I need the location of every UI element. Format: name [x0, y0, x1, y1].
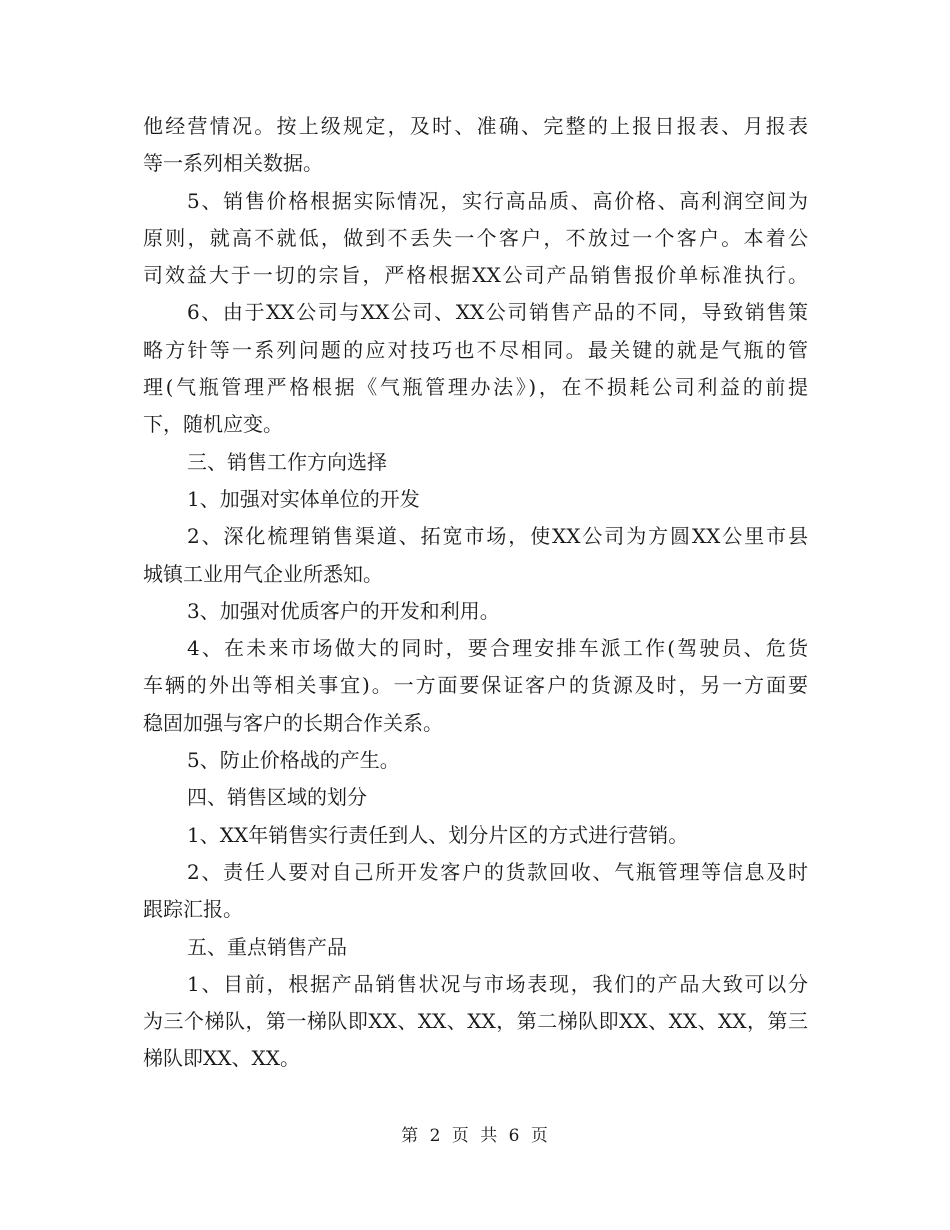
text-line: 车辆的外出等相关事宜)。一方面要保证客户的货源及时，另一方面要: [143, 673, 808, 698]
section-heading: 三、销售工作方向选择: [187, 449, 387, 474]
text-line: 等一系列相关数据。: [143, 151, 323, 176]
text-line: 1、XX年销售实行责任到人、划分片区的方式进行营销。: [187, 822, 689, 847]
text-line: 司效益大于一切的宗旨，严格根据XX公司产品销售报价单标准执行。: [143, 263, 808, 288]
text-line: 1、加强对实体单位的开发: [187, 486, 420, 511]
text-line: 梯队即XX、XX。: [143, 1046, 300, 1071]
text-line: 理(气瓶管理严格根据《气瓶管理办法》)，在不损耗公司利益的前提: [143, 375, 808, 400]
section-heading: 四、销售区域的划分: [187, 785, 367, 810]
text-line: 他经营情况。按上级规定，及时、准确、完整的上报日报表、月报表: [143, 114, 808, 138]
text-line: 2、责任人要对自己所开发客户的货款回收、气瓶管理等信息及时: [187, 859, 808, 884]
text-line: 原则，就高不就低，做到不丢失一个客户，不放过一个客户。本着公: [143, 225, 808, 250]
text-line: 3、加强对优质客户的开发和利用。: [187, 598, 500, 623]
section-heading: 五、重点销售产品: [187, 934, 347, 959]
text-line: 跟踪汇报。: [143, 897, 243, 922]
text-line: 6、由于XX公司与XX公司、XX公司销售产品的不同，导致销售策: [187, 300, 808, 325]
text-line: 5、销售价格根据实际情况，实行高品质、高价格、高利润空间为: [187, 188, 808, 213]
text-line: 2、深化梳理销售渠道、拓宽市场，使XX公司为方圆XX公里市县: [187, 524, 808, 549]
text-line: 城镇工业用气企业所悉知。: [143, 561, 383, 586]
text-line: 1、目前，根据产品销售状况与市场表现，我们的产品大致可以分: [187, 971, 808, 996]
text-line: 5、防止价格战的产生。: [187, 748, 400, 773]
text-line: 下，随机应变。: [143, 412, 283, 437]
text-line: 略方针等一系列问题的应对技巧也不尽相同。最关键的就是气瓶的管: [143, 337, 808, 362]
page-number-footer: 第 2 页 共 6 页: [401, 1126, 549, 1146]
text-line: 为三个梯队，第一梯队即XX、XX、XX，第二梯队即XX、XX、XX，第三: [143, 1009, 808, 1034]
body-text: [143, 108, 808, 1078]
text-line: 稳固加强与客户的长期合作关系。: [143, 710, 443, 735]
text-line: 4、在未来市场做大的同时，要合理安排车派工作(驾驶员、危货: [187, 636, 808, 661]
